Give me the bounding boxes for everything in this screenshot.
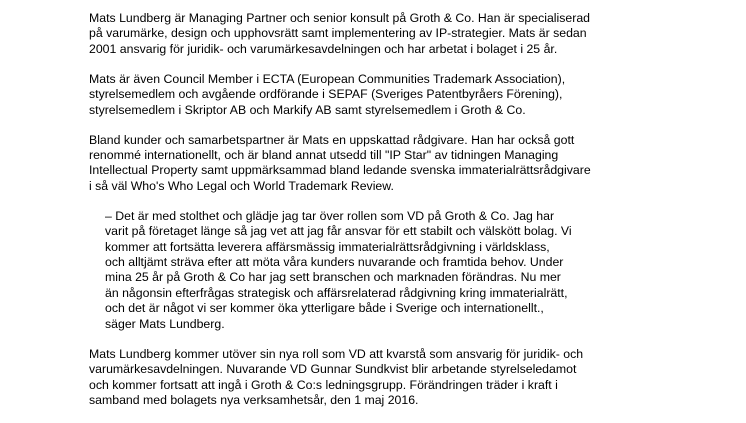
text-line: och alltjämt sträva efter att möta våra kunders nuvarande och framtida behov. Under xyxy=(105,255,564,270)
text-line: än någonsin efterfrågas strategisk och affärsrelaterad rådgivning kring immaterialrätt, xyxy=(105,285,568,300)
text-line: – Det är med stolthet och glädje jag tar över rollen som VD på Groth & Co. Jag har xyxy=(105,208,555,223)
text-line: Mats Lundberg kommer utöver sin nya roll som VD att kvarstå som ansvarig för juridik- och xyxy=(89,346,584,361)
text-line: kommer att fortsätta leverera affärsmässig immaterialrättsrådgivning i världsklass, xyxy=(105,239,550,254)
text-line: Intellectual Property samt uppmärksammad bland ledande svenska immaterialrättsrådgivare xyxy=(89,163,591,178)
text-line: Mats är även Council Member i ECTA (European Communities Trademark Association), xyxy=(89,71,566,86)
text-line: styrelsemedlem och avgående ordförande i SEPAF (Sveriges Patentbyråers Förening), xyxy=(89,87,563,102)
paragraph-bio xyxy=(89,11,649,57)
text-line: i så väl Who's Who Legal och World Trademark Review. xyxy=(89,178,394,193)
text-line: mina 25 år på Groth & Co har jag sett branschen och marknaden förändras. Nu mer xyxy=(105,270,561,285)
text-line: och det är något vi ser kommer öka ytterligare både i Sverige och internationellt., xyxy=(105,301,544,316)
text-line: renommé internationellt, och är bland annat utsedd till "IP Star" av tidningen Managing xyxy=(89,148,559,163)
text-line: styrelsemedlem i Skriptor AB och Markify AB samt styrelsemedlem i Groth & Co. xyxy=(89,102,526,117)
text-line: varumärkesavdelningen. Nuvarande VD Gunnar Sundkvist blir arbetande styrelseledamot xyxy=(89,362,577,377)
text-line: på varumärke, design och upphovsrätt samt implementering av IP-strategier. Mats är sedan xyxy=(89,26,587,41)
text-line: samband med bolagets nya verksamhetsår, den 1 maj 2016. xyxy=(89,392,419,407)
paragraph-memberships xyxy=(89,72,649,118)
text-line: och kommer fortsatt att ingå i Groth & Co:s ledningsgrupp. Förändringen träder i kraft i xyxy=(89,377,558,392)
paragraph-closing xyxy=(89,347,649,409)
document-body xyxy=(89,11,649,423)
paragraph-recognition xyxy=(89,133,649,195)
quote-block xyxy=(105,209,649,332)
text-line: varit på företaget länge så jag vet att jag får ansvar för ett stabilt och välskött bolag. Vi xyxy=(105,224,572,239)
text-line: säger Mats Lundberg. xyxy=(105,316,225,331)
text-line: 2001 ansvarig för juridik- och varumärkesavdelningen och har arbetat i bolaget i 25 år. xyxy=(89,41,558,56)
text-line: Bland kunder och samarbetspartner är Mats en uppskattad rådgivare. Han har också gott xyxy=(89,132,575,147)
text-line: Mats Lundberg är Managing Partner och senior konsult på Groth & Co. Han är specialiserad xyxy=(89,11,591,25)
